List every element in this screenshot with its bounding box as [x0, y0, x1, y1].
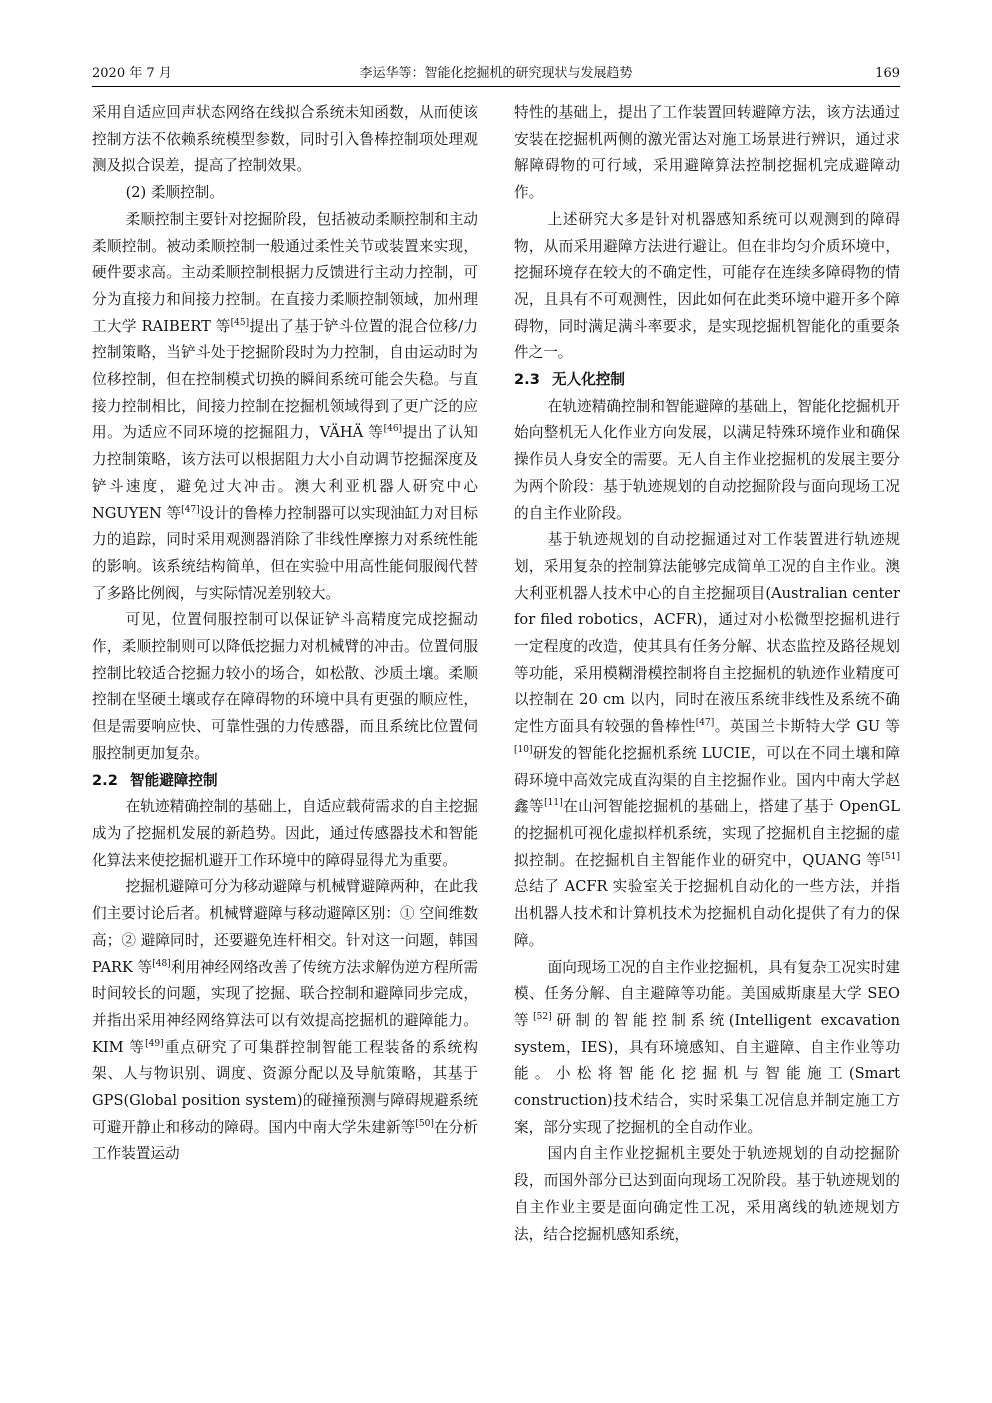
citation: [11]: [544, 798, 563, 809]
paragraph-text: 挖掘机避障可分为移动避障与机械臂避障两种，在此我们主要讨论后者。机械臂避障与移动避障区别：① 空间维数高；② 避障同时，还要避免连杆相交。针对这一问题，韩国 PARK 等: [92, 878, 478, 976]
paragraph-text: 提出了基于铲斗位置的混合位移/力控制策略，当铲斗处于挖掘阶段时为力控制，自由运动时为位移控制，但在控制模式切换的瞬间系统可能会失稳。与直接力控制相比，间接力控制在挖掘机领域得到了更广泛的应用。为适应不同环境的挖掘阻力，VÄHÄ 等: [92, 317, 478, 442]
paragraph: 上述研究大多是针对机器感知系统可以观测到的障碍物，从而采用避障方法进行避让。但在非均匀介质环境中，挖掘环境存在较大的不确定性，可能存在连续多障碍物的情况，且具有不可观测性，因此如何在此类环境中避开多个障碍物，同时满足满斗率要求，是实现挖掘机智能化的重要条件之一。: [514, 210, 900, 362]
paragraph-text: 重点研究了可集群控制智能工程装备的系统构架、人与物识别、调度、资源分配以及导航策略，其基于 GPS(Global position system)的碰撞预测与障碍规避系统可避开静止和移动的障碍。国内中南大学朱建新等: [92, 1038, 478, 1136]
paragraph: 可见，位置伺服控制可以保证铲斗高精度完成挖掘动作，柔顺控制则可以降低挖掘力对机械臂的冲击。位置伺服控制比较适合挖掘力较小的场合，如松散、沙质土壤。柔顺控制在坚硬土壤或存在障碍物的环境中具有更强的顺应性，但是需要响应快、可靠性强的力传感器，而且系统比位置伺服控制更加复杂。: [92, 611, 478, 762]
paragraph-text: 设计的鲁棒力控制器可以实现油缸力对目标力的追踪，同时采用观测器消除了非线性摩擦力对系统性能的影响。该系统结构简单，但在实验中用高性能伺服阀代替了多路比例阀，与实际情况差别较大。: [92, 504, 478, 602]
running-title: 李运华等：智能化挖掘机的研究现状与发展趋势: [359, 66, 633, 81]
left-column: [92, 100, 478, 1168]
paragraph-text: 提出了认知力控制策略，该方法可以根据阻力大小自动调节挖掘深度及铲斗速度，避免过大冲击。澳大利亚机器人研究中心 NGUYEN 等: [92, 424, 478, 522]
paragraph-text: 。英国兰卡斯特大学 GU 等: [714, 718, 900, 736]
paragraph: 特性的基础上，提出了工作装置回转避障方法，该方法通过安装在挖掘机两侧的激光雷达对施工场景进行辨识，通过求解障碍物的可行域，采用避障算法控制挖掘机完成避障动作。: [514, 104, 900, 202]
citation: [47]: [695, 718, 715, 729]
citation: [46]: [383, 424, 403, 435]
subheading-compliance-control: (2) 柔顺控制。: [125, 184, 224, 202]
paragraph-text: 基于轨迹规划的自动挖掘通过对工作装置进行轨迹规划，采用复杂的控制算法能够完成简单工况的自主作业。澳大利亚机器人技术中心的自主挖掘项目(Australian center for filed robotics，ACFR)，通过对小松微型挖掘机进行一定程度的改造，使其具有任务分解、状态监控及路径规划等功能，采用模糊滑模控制将自主挖掘机的轨迹作业精度可以控制在 20 cm 以内，同时在液压系统非线性及系统不确定性方面具有较强的鲁棒性: [514, 531, 900, 736]
paragraph: [92, 207, 478, 608]
paragraph-text: 总结了 ACFR 实验室关于挖掘机自动化的一些方法，并指出机器人技术和计算机技术为挖掘机自动化提供了有力的保障。: [514, 878, 900, 949]
paragraph-text: 研发的智能化挖掘机系统 LUCIE，可以在不同土壤和障碍环境中高效完成直沟渠的自主挖掘作业。国内中南大学赵鑫等: [514, 744, 900, 816]
page-number: 169: [875, 66, 900, 81]
paragraph-text: 研制的智能控制系统(Intelligent excavation system，IES)，具有环境感知、自主避障、自主作业等功能。小松将智能化挖掘机与智能施工(Smart construction)技术结合，实时采集工况信息并制定施工方案，部分实现了挖掘机的全自动作业。: [514, 1011, 900, 1136]
paragraph-text: 利用神经网络改善了传统方法求解伪逆方程所需时间较长的问题，实现了挖掘、联合控制和避障同步完成，并指出采用神经网络算法可以有效提高挖掘机的避障能力。KIM 等: [92, 958, 478, 1056]
citation: [49]: [145, 1038, 164, 1049]
paragraph: 采用自适应回声状态网络在线拟合系统未知函数，从而使该控制方法不依赖系统模型参数，同时引入鲁棒控制项处理观测及拟合误差，提高了控制效果。: [92, 104, 478, 175]
paragraph: [514, 527, 900, 954]
citation: [51]: [881, 851, 900, 862]
citation: [50]: [415, 1118, 434, 1129]
paragraph: 国内自主作业挖掘机主要处于轨迹规划的自动挖掘阶段，而国外部分已达到面向现场工况阶段。基于轨迹规划的自主作业主要是面向确定性工况，采用离线的轨迹规划方法，结合挖掘机感知系统，: [514, 1145, 900, 1243]
paragraph: [92, 874, 478, 1168]
paragraph-text: 面向现场工况的自主作业挖掘机，具有复杂工况实时建模、任务分解、自主避障等功能。美国威斯康星大学 SEO 等: [514, 958, 900, 1029]
paragraph-text: 柔顺控制主要针对挖掘阶段，包括被动柔顺控制和主动柔顺控制。被动柔顺控制一般通过柔性关节或装置来实现，硬件要求高。主动柔顺控制根据力反馈进行主动力控制，可分为直接力和间接力控制。在直接力柔顺控制领域，加州理工大学 RAIBERT 等: [92, 210, 478, 335]
issue-date: 2020 年 7 月: [92, 66, 172, 81]
section-number: 2.2: [92, 771, 118, 789]
right-column: [514, 100, 900, 1248]
section-heading-2-3: [514, 367, 900, 394]
section-number: 2.3: [514, 371, 540, 389]
paragraph: 在轨迹精确控制的基础上，自适应载荷需求的自主挖掘成为了挖掘机发展的新趋势。因此，通过传感器技术和智能化算法来使挖掘机避开工作环境中的障碍显得尤为重要。: [92, 798, 478, 869]
paragraph-text: 在山河智能挖掘机的基础上，搭建了基于 OpenGL 的挖掘机可视化虚拟样机系统，实现了挖掘机自主挖掘的虚拟控制。在挖掘机自主智能作业的研究中，QUANG 等: [514, 798, 900, 869]
citation: [45]: [230, 317, 250, 328]
paragraph-text: 在分析工作装置运动: [92, 1118, 478, 1163]
paragraph: 在轨迹精确控制和智能避障的基础上，智能化挖掘机开始向整机无人化作业方向发展，以满足特殊环境作业和确保操作员人身安全的需要。无人自主作业挖掘机的发展主要分为两个阶段：基于轨迹规划的自动挖掘阶段与面向现场工况的自主作业阶段。: [514, 397, 900, 522]
citation: [47]: [181, 504, 200, 515]
section-heading-2-2: [92, 768, 478, 795]
citation: [48]: [152, 958, 171, 969]
citation: [52]: [533, 1011, 552, 1022]
section-title: 无人化控制: [552, 371, 625, 389]
paragraph: [514, 955, 900, 1142]
section-title: 智能避障控制: [130, 771, 218, 789]
citation: [10]: [514, 744, 533, 755]
running-header: [92, 62, 900, 87]
